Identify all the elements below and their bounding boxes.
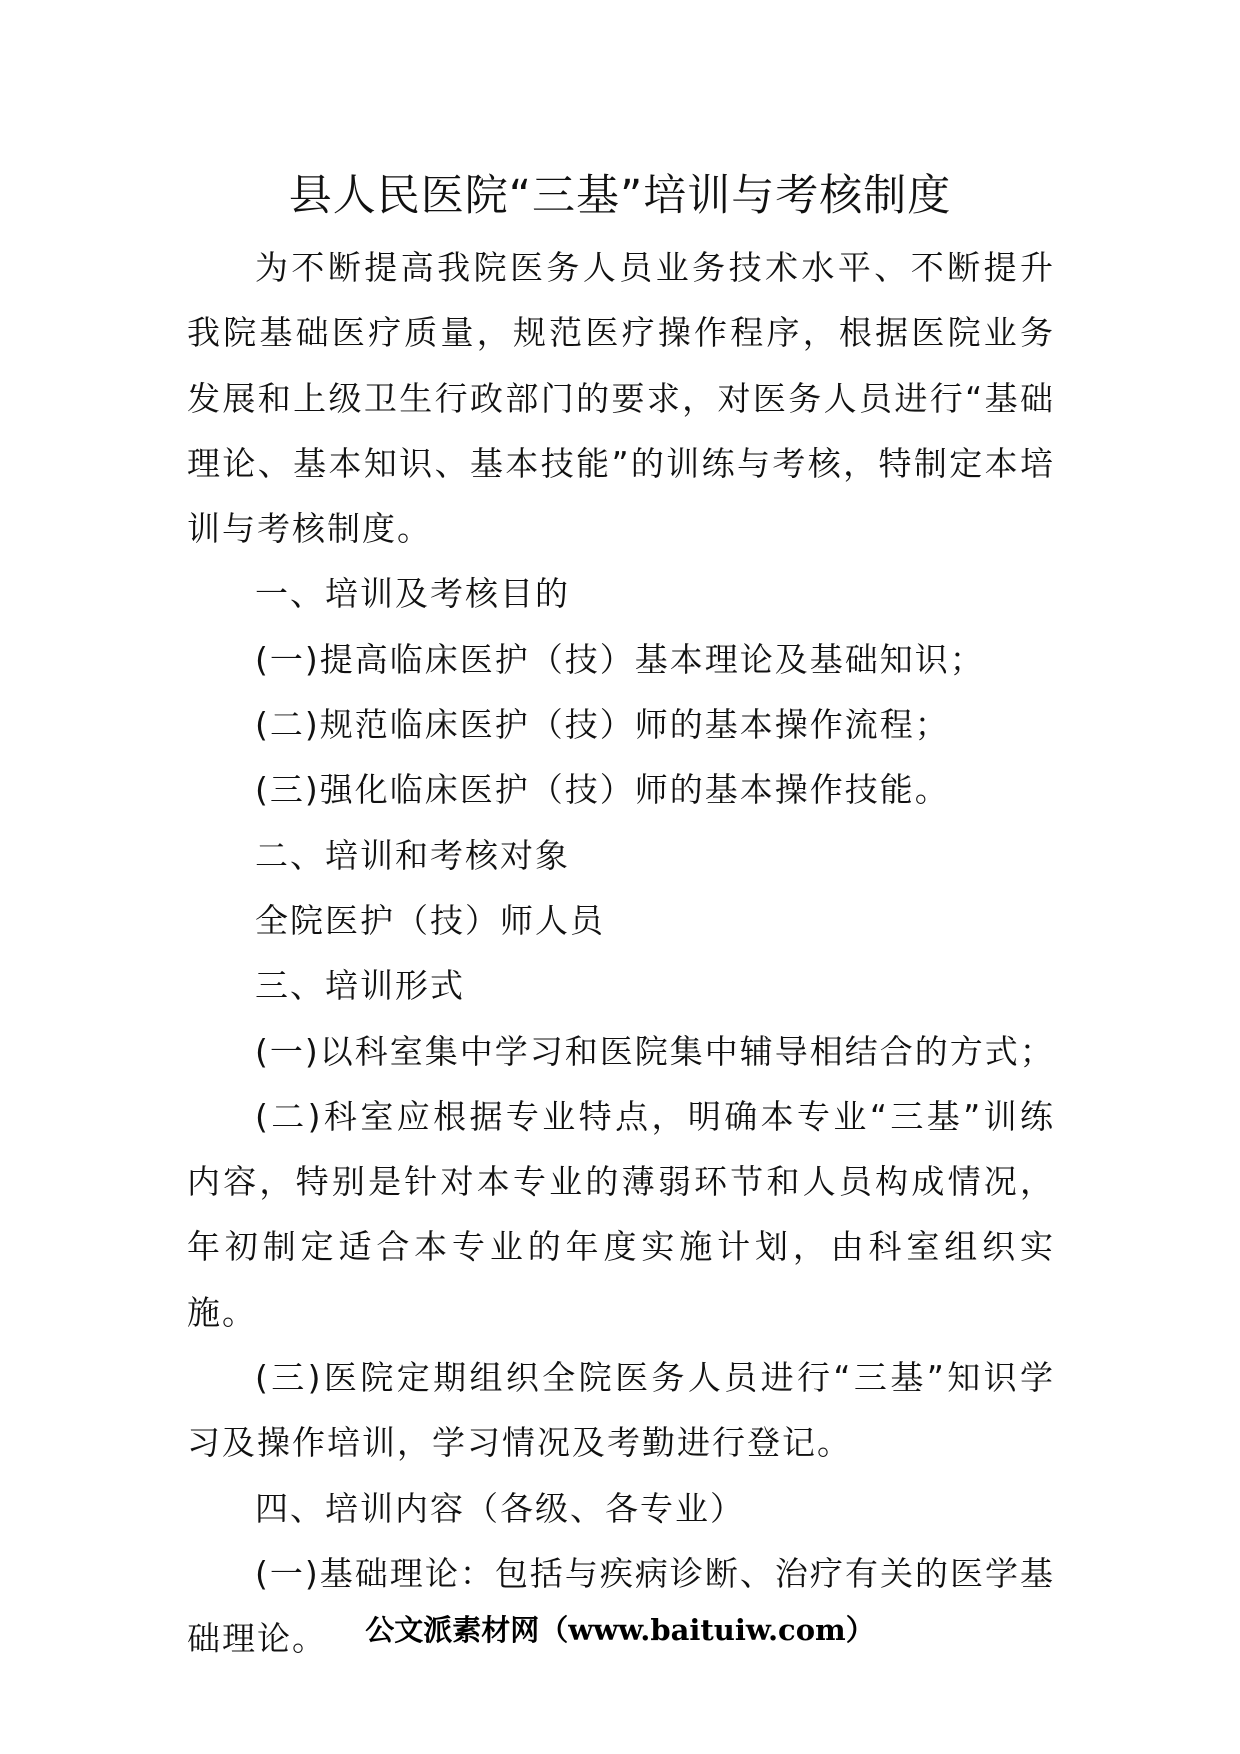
list-item: (一)基础理论：包括与疾病诊断、治疗有关的医学基础理论。 (187, 1553, 1055, 1659)
paragraph: 全院医护（技）师人员 (255, 900, 605, 940)
section-heading-purpose: 一、培训及考核目的 (255, 574, 570, 614)
section-heading-form: 三、培训形式 (255, 966, 465, 1006)
document-body (187, 235, 1055, 1672)
footer-watermark: 公文派素材网（www.baituiw.com） (365, 1613, 875, 1647)
list-item: (三)强化临床医护（技）师的基本操作技能。 (255, 770, 950, 810)
list-item: (一)以科室集中学习和医院集中辅导相结合的方式； (255, 1031, 1055, 1071)
section-heading-target: 二、培训和考核对象 (255, 835, 570, 875)
list-item: (二)科室应根据专业特点，明确本专业“三基”训练内容，特别是针对本专业的薄弱环节和人员构成情况，年初制定适合本专业的年度实施计划，由科室组织实施。 (187, 1096, 1055, 1332)
document-title: 县人民医院“三基”培训与考核制度 (288, 171, 952, 221)
list-item: (三)医院定期组织全院医务人员进行“三基”知识学习及操作培训，学习情况及考勤进行登记。 (187, 1358, 1055, 1463)
list-item: (一)提高临床医护（技）基本理论及基础知识； (255, 639, 985, 679)
list-item: (二)规范临床医护（技）师的基本操作流程； (255, 705, 950, 745)
section-heading-content: 四、培训内容（各级、各专业） (255, 1488, 745, 1528)
intro-paragraph: 为不断提高我院医务人员业务技术水平、不断提升我院基础医疗质量，规范医疗操作程序，根据医院业务发展和上级卫生行政部门的要求，对医务人员进行“基础理论、基本知识、基本技能”的训练与考核，特制定本培训与考核制度。 (187, 248, 1055, 549)
